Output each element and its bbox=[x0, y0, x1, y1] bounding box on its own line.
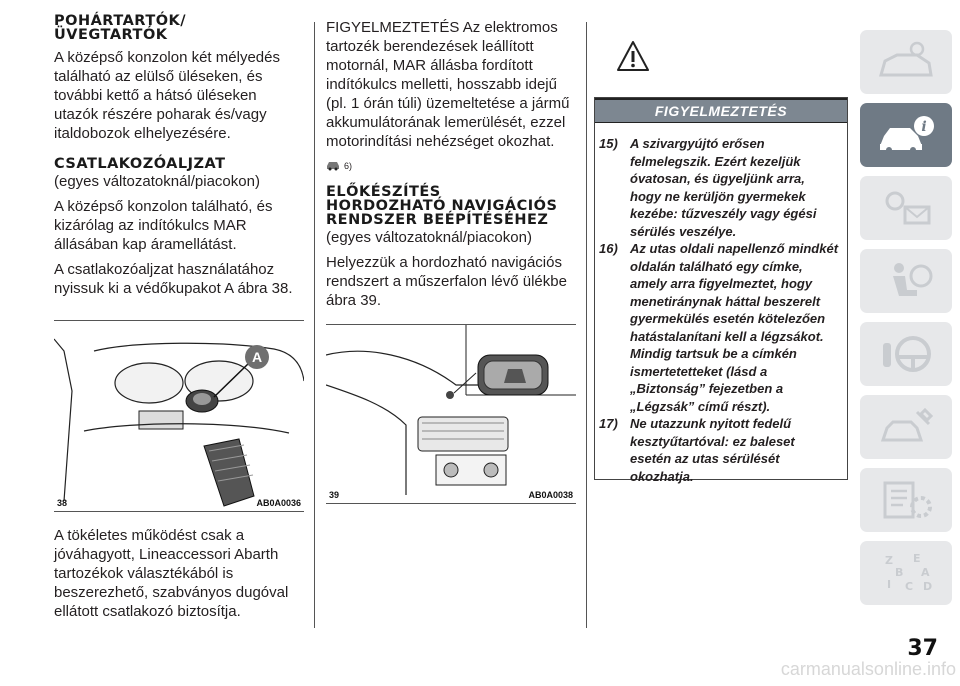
figure-39-caption bbox=[329, 490, 573, 500]
service-list-gear-icon bbox=[877, 479, 935, 521]
warning-item-text: A szivargyújtó erősen felmelegszik. Ezért kezeljük óvatosan, és ügyeljünk arra, hogy ne kerüljön gyermekek kezébe: tűzveszély vagy égési sérülés veszélye. bbox=[630, 136, 817, 239]
tab-dashboard[interactable] bbox=[860, 30, 952, 94]
figure-38-callout-a: A bbox=[251, 349, 263, 365]
alphabet-index-icon bbox=[877, 552, 935, 594]
warning-box-title: FIGYELMEZTETÉS bbox=[595, 98, 847, 123]
page-number: 37 bbox=[907, 636, 938, 661]
warning-items bbox=[595, 123, 847, 495]
car-wrench-icon bbox=[877, 406, 935, 448]
warning-triangle-icon bbox=[616, 40, 848, 77]
svg-text:A: A bbox=[921, 566, 930, 579]
heading-navigation: ELŐKÉSZÍTÉS HORDOZHATÓ NAVIGÁCIÓS RENDSZER BEÉPÍTÉSÉHEZ bbox=[326, 184, 558, 228]
para-socket-1: A középső konzolon található, és kizárólag az indítókulcs MAR állásában kap áramellátást. bbox=[54, 198, 273, 253]
warning-item bbox=[599, 415, 839, 485]
warning-item-text: Az utas oldali napellenző mindkét oldalán található egy címke, amely arra figyelmeztet, hogy menetiránynak háttal beszerelt gyermekülés esetén kötelezően hatástalanítani kell a légzsákot. Mindig tartsuk be a címkén ismertetetteket (lásd a „Biztonság” fejezetben a „Légzsák” című részt). bbox=[630, 241, 839, 414]
figure-38-number: 38 bbox=[57, 498, 68, 508]
svg-text:i: i bbox=[921, 119, 927, 135]
car-dashboard-icon bbox=[877, 41, 935, 83]
car-info-icon bbox=[876, 114, 936, 156]
subheading-navigation: (egyes változatoknál/piacokon) bbox=[326, 229, 532, 246]
column-left bbox=[54, 14, 304, 621]
dashboard-nav-mount-illustration bbox=[326, 325, 576, 504]
tab-emergency[interactable] bbox=[860, 395, 952, 459]
para-socket-2: A csatlakozóaljzat használatához nyissuk ki a védőkupakot A ábra 38. bbox=[54, 261, 293, 297]
warning-item-number: 17) bbox=[599, 416, 618, 431]
watermark: carmanualsonline.info bbox=[780, 659, 956, 679]
para-cupholders: A középső konzolon két mélyedés található az elülső üléseken, és további kettő a hátsó üléseken utazók részére poharak és/vagy italdobozok elhelyezésére. bbox=[54, 49, 280, 142]
warning-item bbox=[599, 135, 839, 240]
warning-item-number: 16) bbox=[599, 241, 618, 256]
chapter-tabs bbox=[860, 30, 952, 614]
warning-item bbox=[599, 240, 839, 415]
svg-text:E: E bbox=[913, 552, 921, 565]
column-divider bbox=[586, 22, 587, 628]
column-divider bbox=[314, 22, 315, 628]
steering-wheel-icon bbox=[877, 333, 935, 375]
warning-box bbox=[594, 97, 848, 484]
tab-maintenance[interactable] bbox=[860, 468, 952, 532]
para-navigation: Helyezzük a hordozható navigációs rendszert a műszerfalon lévő ülékbe ábra 39. bbox=[326, 254, 567, 309]
warning-ref-number: 6) bbox=[344, 161, 353, 171]
warning-item-text: Ne utazzunk nyitott fedelű kesztyűtartóval: ez baleset esetén az utas sérülését okozhatja. bbox=[630, 416, 795, 484]
figure-39-number: 39 bbox=[329, 490, 340, 500]
tab-warning-lights[interactable] bbox=[860, 176, 952, 240]
heading-socket: CSATLAKOZÓALJZAT bbox=[54, 156, 226, 172]
svg-text:I: I bbox=[887, 578, 892, 591]
para-socket-3: A tökéletes működést csak a jóváhagyott, Lineaccessori Abarth tartozékok választékából is beszerezhető, szabványos dugóval ellátott csatlakozó biztosítja. bbox=[54, 527, 289, 620]
svg-text:D: D bbox=[923, 580, 933, 593]
tab-safety[interactable] bbox=[860, 249, 952, 313]
airbag-seat-icon bbox=[877, 260, 935, 302]
para-warning-battery: FIGYELMEZTETÉS Az elektromos tartozék berendezések leállított motornál, MAR állásba fordított indítókulcs melletti, hosszabb idejű (pl. 1 órán túli) üzemeltetése a jármű akkumulátorának lemerülését, ezzel motorindítási nehézséget okozhat. bbox=[326, 19, 570, 150]
figure-39 bbox=[326, 324, 576, 504]
car-battery-icon bbox=[326, 157, 340, 171]
warning-lights-icon bbox=[877, 187, 935, 229]
figure-39-code: AB0A0038 bbox=[528, 490, 573, 500]
warning-reference bbox=[326, 157, 576, 171]
column-right bbox=[594, 14, 848, 484]
console-socket-illustration bbox=[54, 321, 304, 512]
figure-38 bbox=[54, 320, 304, 512]
warning-item-number: 15) bbox=[599, 136, 618, 151]
tab-car-info[interactable] bbox=[860, 103, 952, 167]
svg-text:C: C bbox=[905, 580, 914, 593]
subheading-socket: (egyes változatoknál/piacokon) bbox=[54, 173, 260, 190]
svg-text:Z: Z bbox=[885, 554, 893, 567]
tab-driving[interactable] bbox=[860, 322, 952, 386]
tab-index[interactable] bbox=[860, 541, 952, 605]
column-middle bbox=[326, 14, 576, 504]
figure-38-code: AB0A0036 bbox=[256, 498, 301, 508]
heading-cupholders: POHÁRTARTÓK/ ÜVEGTARTÓK bbox=[54, 13, 187, 43]
figure-38-caption bbox=[57, 498, 301, 508]
svg-text:B: B bbox=[895, 566, 904, 579]
